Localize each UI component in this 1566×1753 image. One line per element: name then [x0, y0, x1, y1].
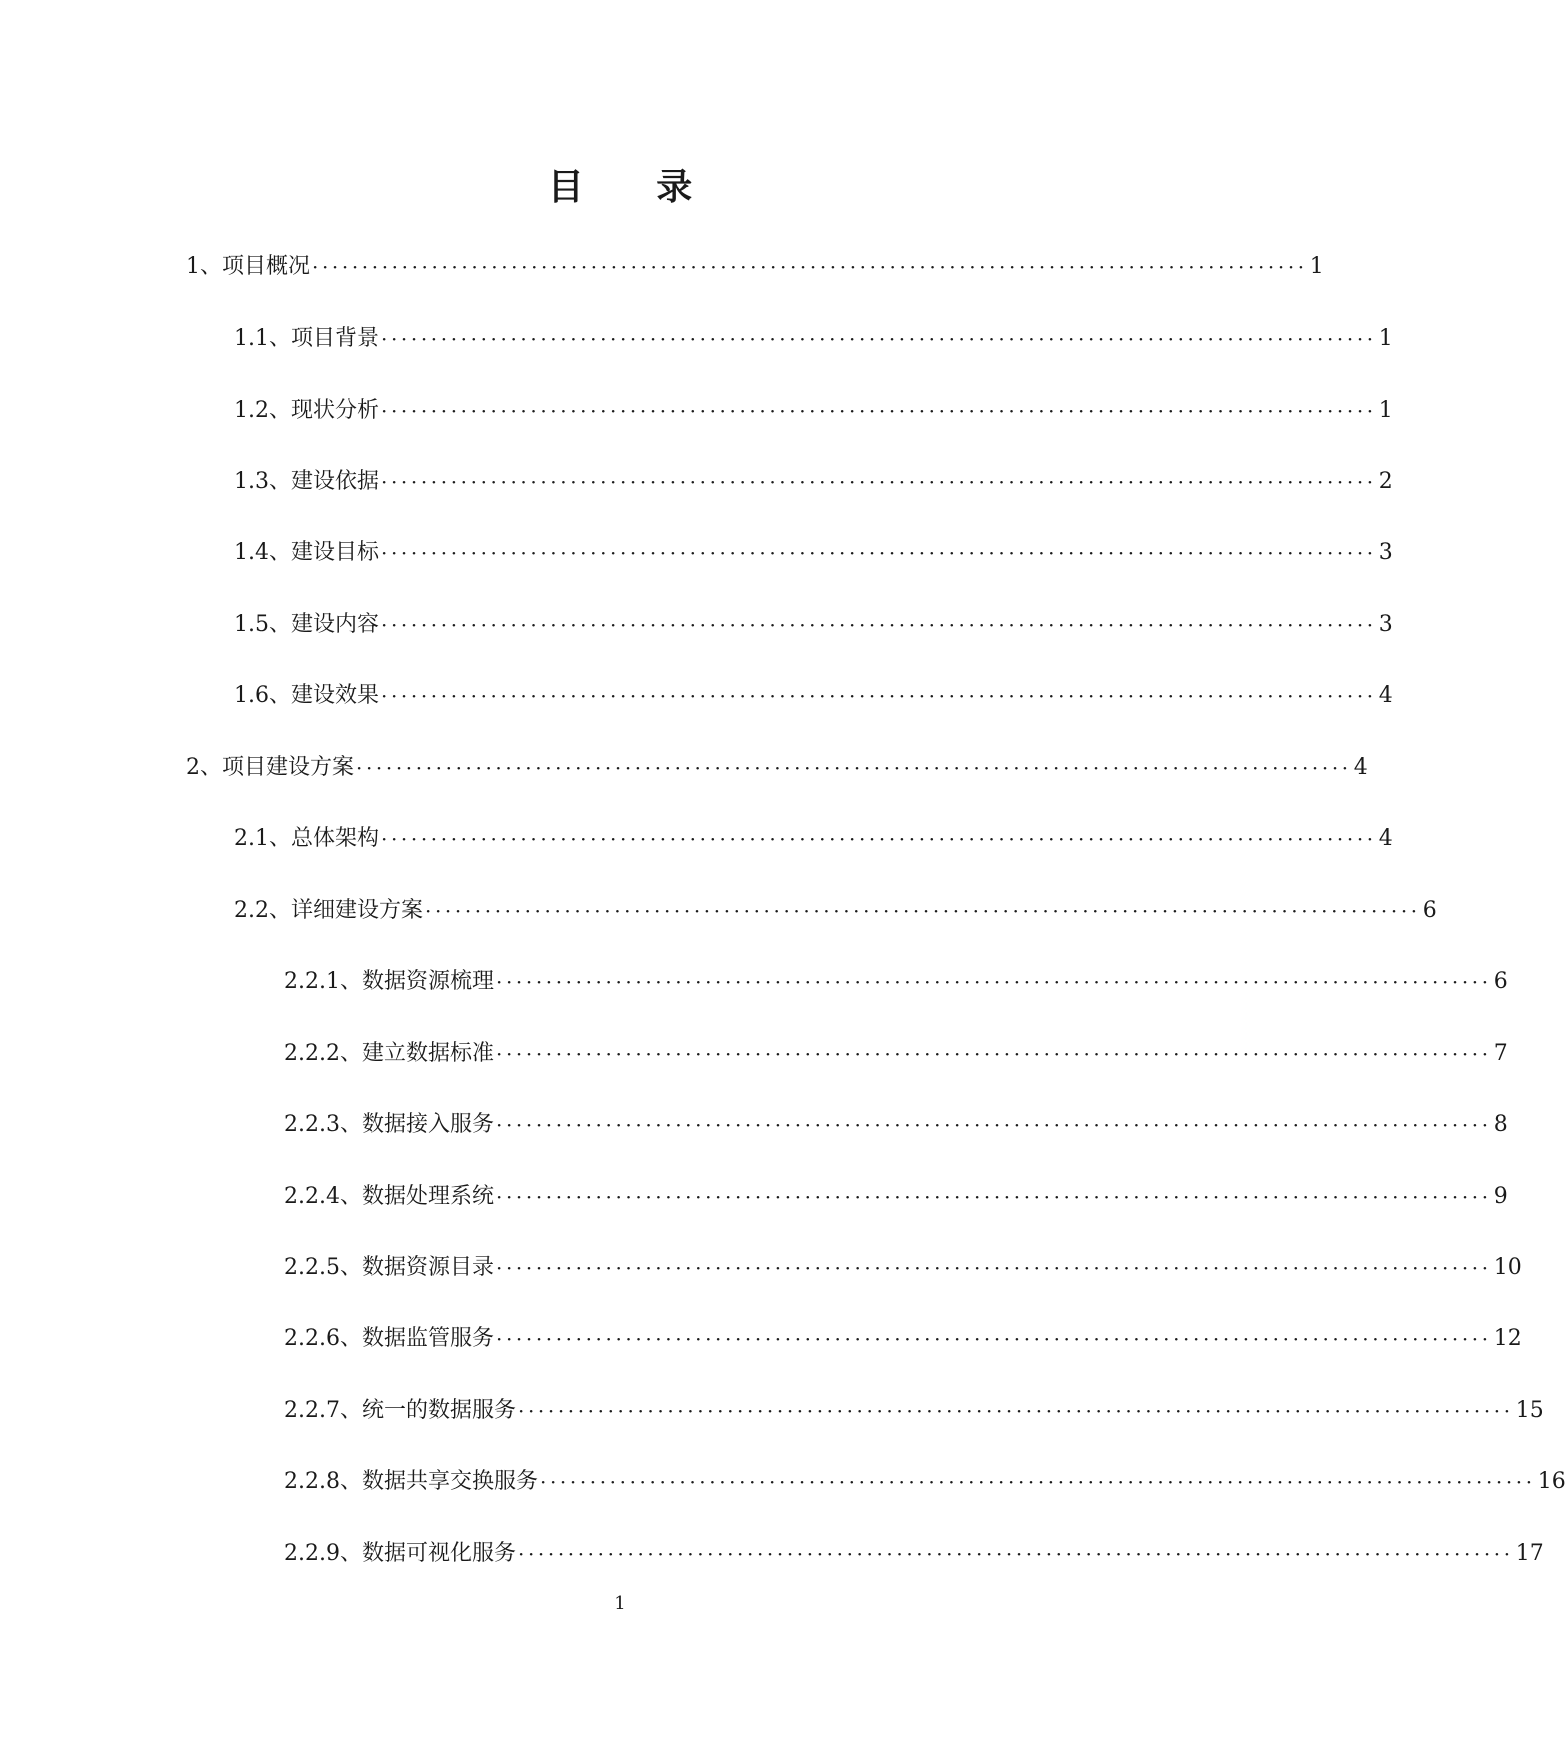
toc-entry[interactable] — [284, 1253, 1522, 1283]
toc-entry-label: 1.5、建设内容 — [234, 612, 379, 637]
toc-title: 目 录 — [547, 167, 723, 208]
toc-entry-label: 2.2.3、数据接入服务 — [284, 1112, 494, 1137]
toc-leader-dots: ···································································································· — [517, 1542, 1514, 1566]
toc-entry-label: 2.2、详细建设方案 — [234, 898, 423, 923]
toc-entry-page: 2 — [1378, 469, 1393, 494]
toc-entry[interactable] — [284, 1396, 1544, 1426]
toc-leader-dots: ···································································································· — [381, 827, 1377, 851]
toc-entry-page: 6 — [1422, 898, 1437, 923]
toc-leader-dots: ···································································································· — [381, 327, 1377, 351]
toc-entry-label: 2.2.1、数据资源梳理 — [284, 969, 494, 994]
toc-entry[interactable] — [284, 1182, 1508, 1212]
toc-leader-dots: ···································································································· — [381, 470, 1377, 494]
toc-entry-page: 10 — [1493, 1255, 1522, 1280]
toc-leader-dots: ···································································································· — [517, 1399, 1514, 1423]
toc-entry-label: 2.2.6、数据监管服务 — [284, 1326, 494, 1351]
toc-leader-dots: ···································································································· — [495, 1113, 1492, 1137]
toc-entry-label: 2.1、总体架构 — [234, 826, 379, 851]
toc-entry-page: 8 — [1493, 1112, 1508, 1137]
toc-entry-page: 16 — [1537, 1469, 1566, 1494]
toc-entry-page: 1 — [1378, 398, 1393, 423]
toc-leader-dots: ···································································································· — [356, 756, 1352, 780]
toc-entry-label: 1.4、建设目标 — [234, 540, 379, 565]
toc-leader-dots: ···································································································· — [381, 541, 1377, 565]
toc-entry[interactable] — [234, 681, 1393, 711]
toc-entry[interactable] — [234, 396, 1393, 426]
toc-entry[interactable] — [186, 252, 1324, 282]
toc-entry[interactable] — [234, 824, 1393, 854]
toc-entry-label: 2.2.7、统一的数据服务 — [284, 1398, 516, 1423]
toc-entry-page: 4 — [1378, 683, 1393, 708]
toc-entry[interactable] — [234, 896, 1437, 926]
toc-entry[interactable] — [284, 1324, 1522, 1354]
toc-entry-label: 2.2.8、数据共享交换服务 — [284, 1469, 538, 1494]
toc-leader-dots: ···································································································· — [495, 1185, 1492, 1209]
toc-entry-page: 3 — [1378, 612, 1393, 637]
toc-leader-dots: ···································································································· — [495, 970, 1492, 994]
toc-entry-label: 2.2.2、建立数据标准 — [284, 1041, 494, 1066]
toc-entry-label: 1、项目概况 — [186, 254, 310, 279]
toc-leader-dots: ···································································································· — [312, 255, 1308, 279]
toc-entry[interactable] — [284, 967, 1508, 997]
toc-entry-page: 1 — [1309, 254, 1324, 279]
toc-entry-page: 1 — [1378, 326, 1393, 351]
toc-entry-page: 15 — [1515, 1398, 1544, 1423]
toc-leader-dots: ···································································································· — [381, 399, 1377, 423]
toc-entry-page: 12 — [1493, 1326, 1522, 1351]
page-number: 1 — [614, 1593, 626, 1614]
toc-entry[interactable] — [234, 538, 1393, 568]
toc-entry-page: 3 — [1378, 540, 1393, 565]
toc-entry-label: 2、项目建设方案 — [186, 755, 354, 780]
toc-entry-label: 1.3、建设依据 — [234, 469, 379, 494]
toc-entry[interactable] — [284, 1539, 1544, 1569]
toc-leader-dots: ···································································································· — [495, 1042, 1492, 1066]
toc-entry-label: 1.2、现状分析 — [234, 398, 379, 423]
toc-entry[interactable] — [186, 753, 1368, 783]
toc-entry[interactable] — [234, 610, 1393, 640]
toc-entry-label: 2.2.5、数据资源目录 — [284, 1255, 494, 1280]
toc-entry-page: 9 — [1493, 1184, 1508, 1209]
toc-leader-dots: ···································································································· — [495, 1256, 1492, 1280]
toc-entry-page: 6 — [1493, 969, 1508, 994]
toc-leader-dots: ···································································································· — [425, 899, 1421, 923]
toc-entry-label: 2.2.9、数据可视化服务 — [284, 1541, 516, 1566]
toc-entry[interactable] — [284, 1110, 1508, 1140]
toc-entry-label: 2.2.4、数据处理系统 — [284, 1184, 494, 1209]
toc-leader-dots: ···································································································· — [539, 1470, 1536, 1494]
toc-entry[interactable] — [234, 467, 1393, 497]
toc-entry[interactable] — [284, 1467, 1566, 1497]
toc-entry-page: 4 — [1353, 755, 1368, 780]
toc-leader-dots: ···································································································· — [381, 684, 1377, 708]
toc-entry-label: 1.6、建设效果 — [234, 683, 379, 708]
toc-entry-label: 1.1、项目背景 — [234, 326, 379, 351]
toc-entry[interactable] — [234, 324, 1393, 354]
toc-entry[interactable] — [284, 1039, 1508, 1069]
toc-entry-page: 7 — [1493, 1041, 1508, 1066]
toc-entry-page: 4 — [1378, 826, 1393, 851]
toc-leader-dots: ···································································································· — [381, 613, 1377, 637]
toc-leader-dots: ···································································································· — [495, 1327, 1492, 1351]
toc-entry-page: 17 — [1515, 1541, 1544, 1566]
